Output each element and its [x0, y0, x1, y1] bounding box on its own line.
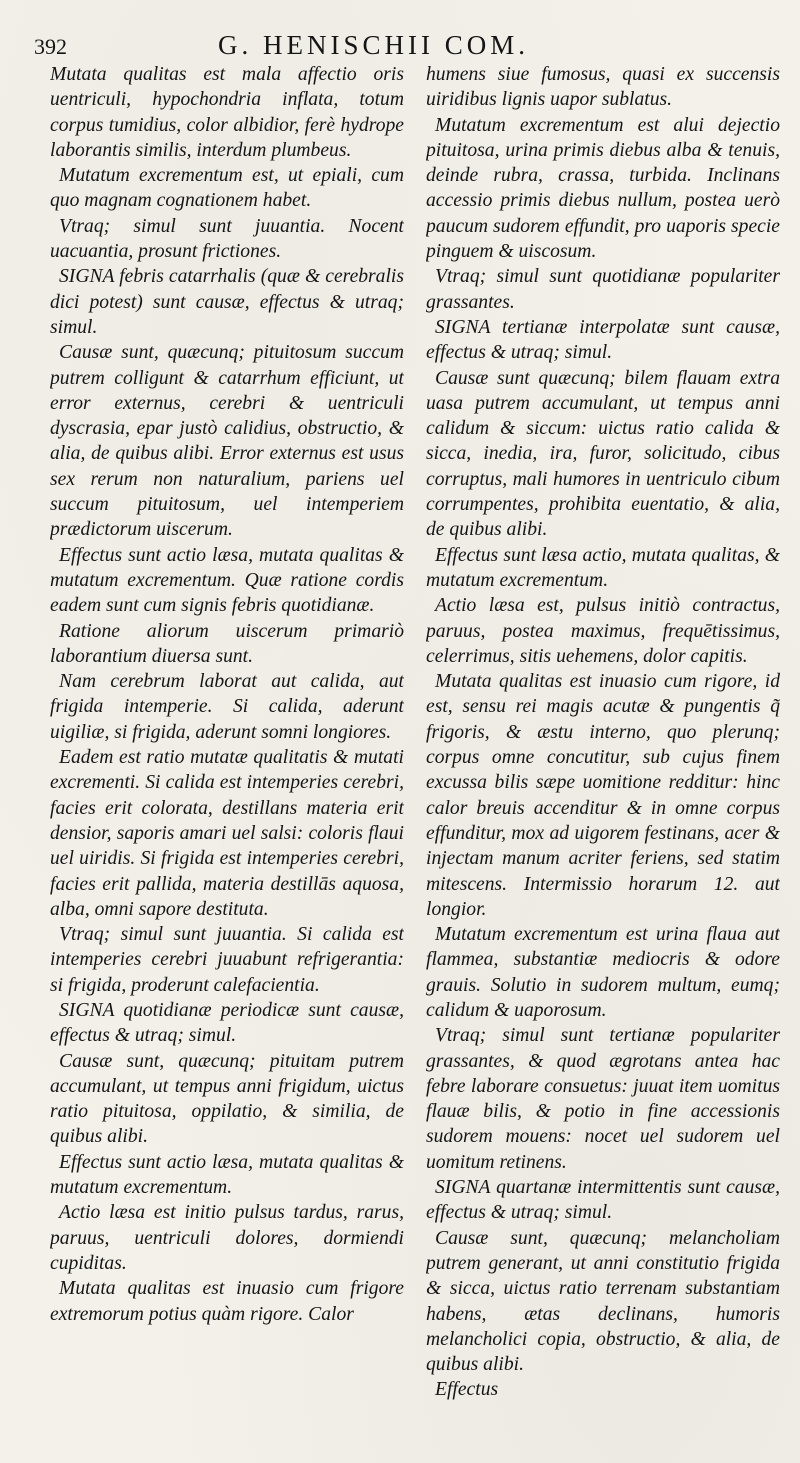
paragraph: Nam cerebrum laborat aut calida, aut frigida intemperie. Si calida, aderunt uigiliæ, si frigida, aderunt somni longiores. — [50, 671, 404, 743]
paragraph: SIGNA quartanæ intermittentis sunt causæ, effectus & utraq; simul. — [426, 1177, 780, 1224]
paragraph: SIGNA quotidianæ periodicæ sunt causæ, effectus & utraq; simul. — [50, 999, 404, 1047]
text-columns — [50, 62, 780, 1451]
page-number: 392 — [34, 34, 67, 59]
paragraph: Actio læsa est, pulsus initiò contractus, paruus, postea maximus, frequētissimus, celerrimus, sitis uehemens, dolor capitis. — [426, 595, 780, 667]
paragraph: Mutata qualitas est mala affectio oris uentriculi, hypochondria inflata, totum corpus tumidius, color albidior, ferè hydrope laborantis similis, interdum plumbeus. — [50, 64, 404, 161]
paragraph: SIGNA tertianæ interpolatæ sunt causæ, effectus & utraq; simul. — [426, 316, 780, 364]
paragraph: Vtraq; simul sunt tertianæ populariter grassantes, & quod ægrotans antea hac febre laborare consuetus: juuat item uomitus flauæ bilis, & potio in fine accessionis sudorem mouens: nocet uel sudorem uel uomitum retinens. — [426, 1025, 780, 1173]
paragraph: Eadem est ratio mutatæ qualitatis & mutati excrementi. Si calida est intemperies cerebri, facies erit colorata, destillans materia erit densior, saporis amari uel salsi: coloris flaui uel uiridis. Si frigida est intemperies cerebri, facies erit pallida, materia destillās aquosa, alba, omni sapore destituta. — [50, 747, 404, 920]
paragraph: Vtraq; simul sunt juuantia. Si calida est intemperies cerebri juuabunt refrigerantia: si frigida, proderunt calefacientia. — [50, 924, 404, 996]
paragraph: Vtraq; simul sunt juuantia. Nocent uacuantia, prosunt frictiones. — [50, 215, 404, 263]
paragraph: Actio læsa est initio pulsus tardus, rarus, paruus, uentriculi dolores, dormiendi cupiditas. — [50, 1202, 404, 1274]
paragraph: Mutatum excrementum est urina flaua aut flammea, substantiæ mediocris & odore grauis. Solutio in sudorem multum, eumq; calidum & uaporosum. — [426, 924, 780, 1021]
paragraph: Effectus sunt actio læsa, mutata qualitas & mutatum excrementum. — [50, 1151, 404, 1199]
paragraph: humens siue fumosus, quasi ex succensis uiridibus lignis uapor sublatus. — [426, 64, 780, 111]
left-column — [50, 62, 404, 1451]
paragraph: Mutata qualitas est inuasio cum frigore extremorum potius quàm rigore. Calor — [50, 1278, 404, 1325]
catchword: Effectus — [435, 1379, 499, 1401]
paragraph: Causæ sunt, quæcunq; pituitam putrem accumulant, ut tempus anni frigidum, uictus ratio pituitosa, oppilatio, & similia, de quibus alibi. — [50, 1050, 404, 1148]
right-column — [426, 62, 780, 1451]
paragraph: Causæ sunt quæcunq; bilem flauam extra uasa putrem accumulant, ut tempus anni calidum & siccum: uictus ratio calida & sicca, inedia, ira, furor, solicitudo, cibus corruptus, mali humores in uentriculo cibum corrumpentes, prohibita euentatio, & alia, de quibus alibi. — [426, 367, 780, 541]
page-header — [28, 22, 778, 62]
paragraph: SIGNA febris catarrhalis (quæ & cerebralis dici potest) sunt causæ, effectus & utraq; simul. — [50, 266, 404, 338]
paragraph: Effectus sunt læsa actio, mutata qualitas, & mutatum excrementum. — [426, 544, 780, 591]
paragraph: Mutatum excrementum est, ut epiali, cum quo magnam cognationem habet. — [50, 165, 404, 212]
paragraph: Effectus sunt actio læsa, mutata qualitas & mutatum excrementum. Quæ ratione cordis eadem sunt cum signis febris quotidianæ. — [50, 544, 404, 617]
paragraph: Ratione aliorum uiscerum primariò laborantium diuersa sunt. — [50, 620, 404, 667]
paragraph: Vtraq; simul sunt quotidianæ populariter grassantes. — [426, 266, 780, 313]
paragraph: Causæ sunt, quæcunq; melancholiam putrem generant, ut anni constitutio frigida & sicca, uictus ratio terrenam substantiam habens, ætas declinans, humoris melancholici copia, obstructio, & alia, de quibus alibi. — [426, 1227, 780, 1376]
paragraph: Mutatum excrementum est alui dejectio pituitosa, urina primis diebus alba & tenuis, deinde rubra, crassa, turbida. Inclinans accessio primis diebus nullum, postea uerò paucum sudorem effundit, pro uaporis specie pinguem & uiscosum. — [426, 114, 780, 263]
paragraph: Mutata qualitas est inuasio cum rigore, id est, sensu rei magis acutæ & pungentis q̃ frigoris, & æstu interno, quo plerunq; corpus omne concutitur, sub cujus finem excussa bilis sæpe uomitione redditur: hinc calor breuis accenditur & in omne corpus effunditur, mox ad uigorem festinans, acer & injectam manum acriter feriens, sed statim mitescens. Intermissio horarum 12. aut longior. — [426, 671, 780, 920]
running-title: G. HENISCHII COM. — [218, 30, 529, 60]
paragraph: Causæ sunt, quæcunq; pituitosum succum putrem colligunt & catarrhum efficiunt, ut error externus, cerebri & uentriculi dyscrasia, epar justò calidius, obstructio, & alia, de quibus alibi. Error externus est usus sex rerum non naturalium, pariens uel succum pituitosum, uel intemperiem prædictorum uiscerum. — [50, 342, 404, 541]
